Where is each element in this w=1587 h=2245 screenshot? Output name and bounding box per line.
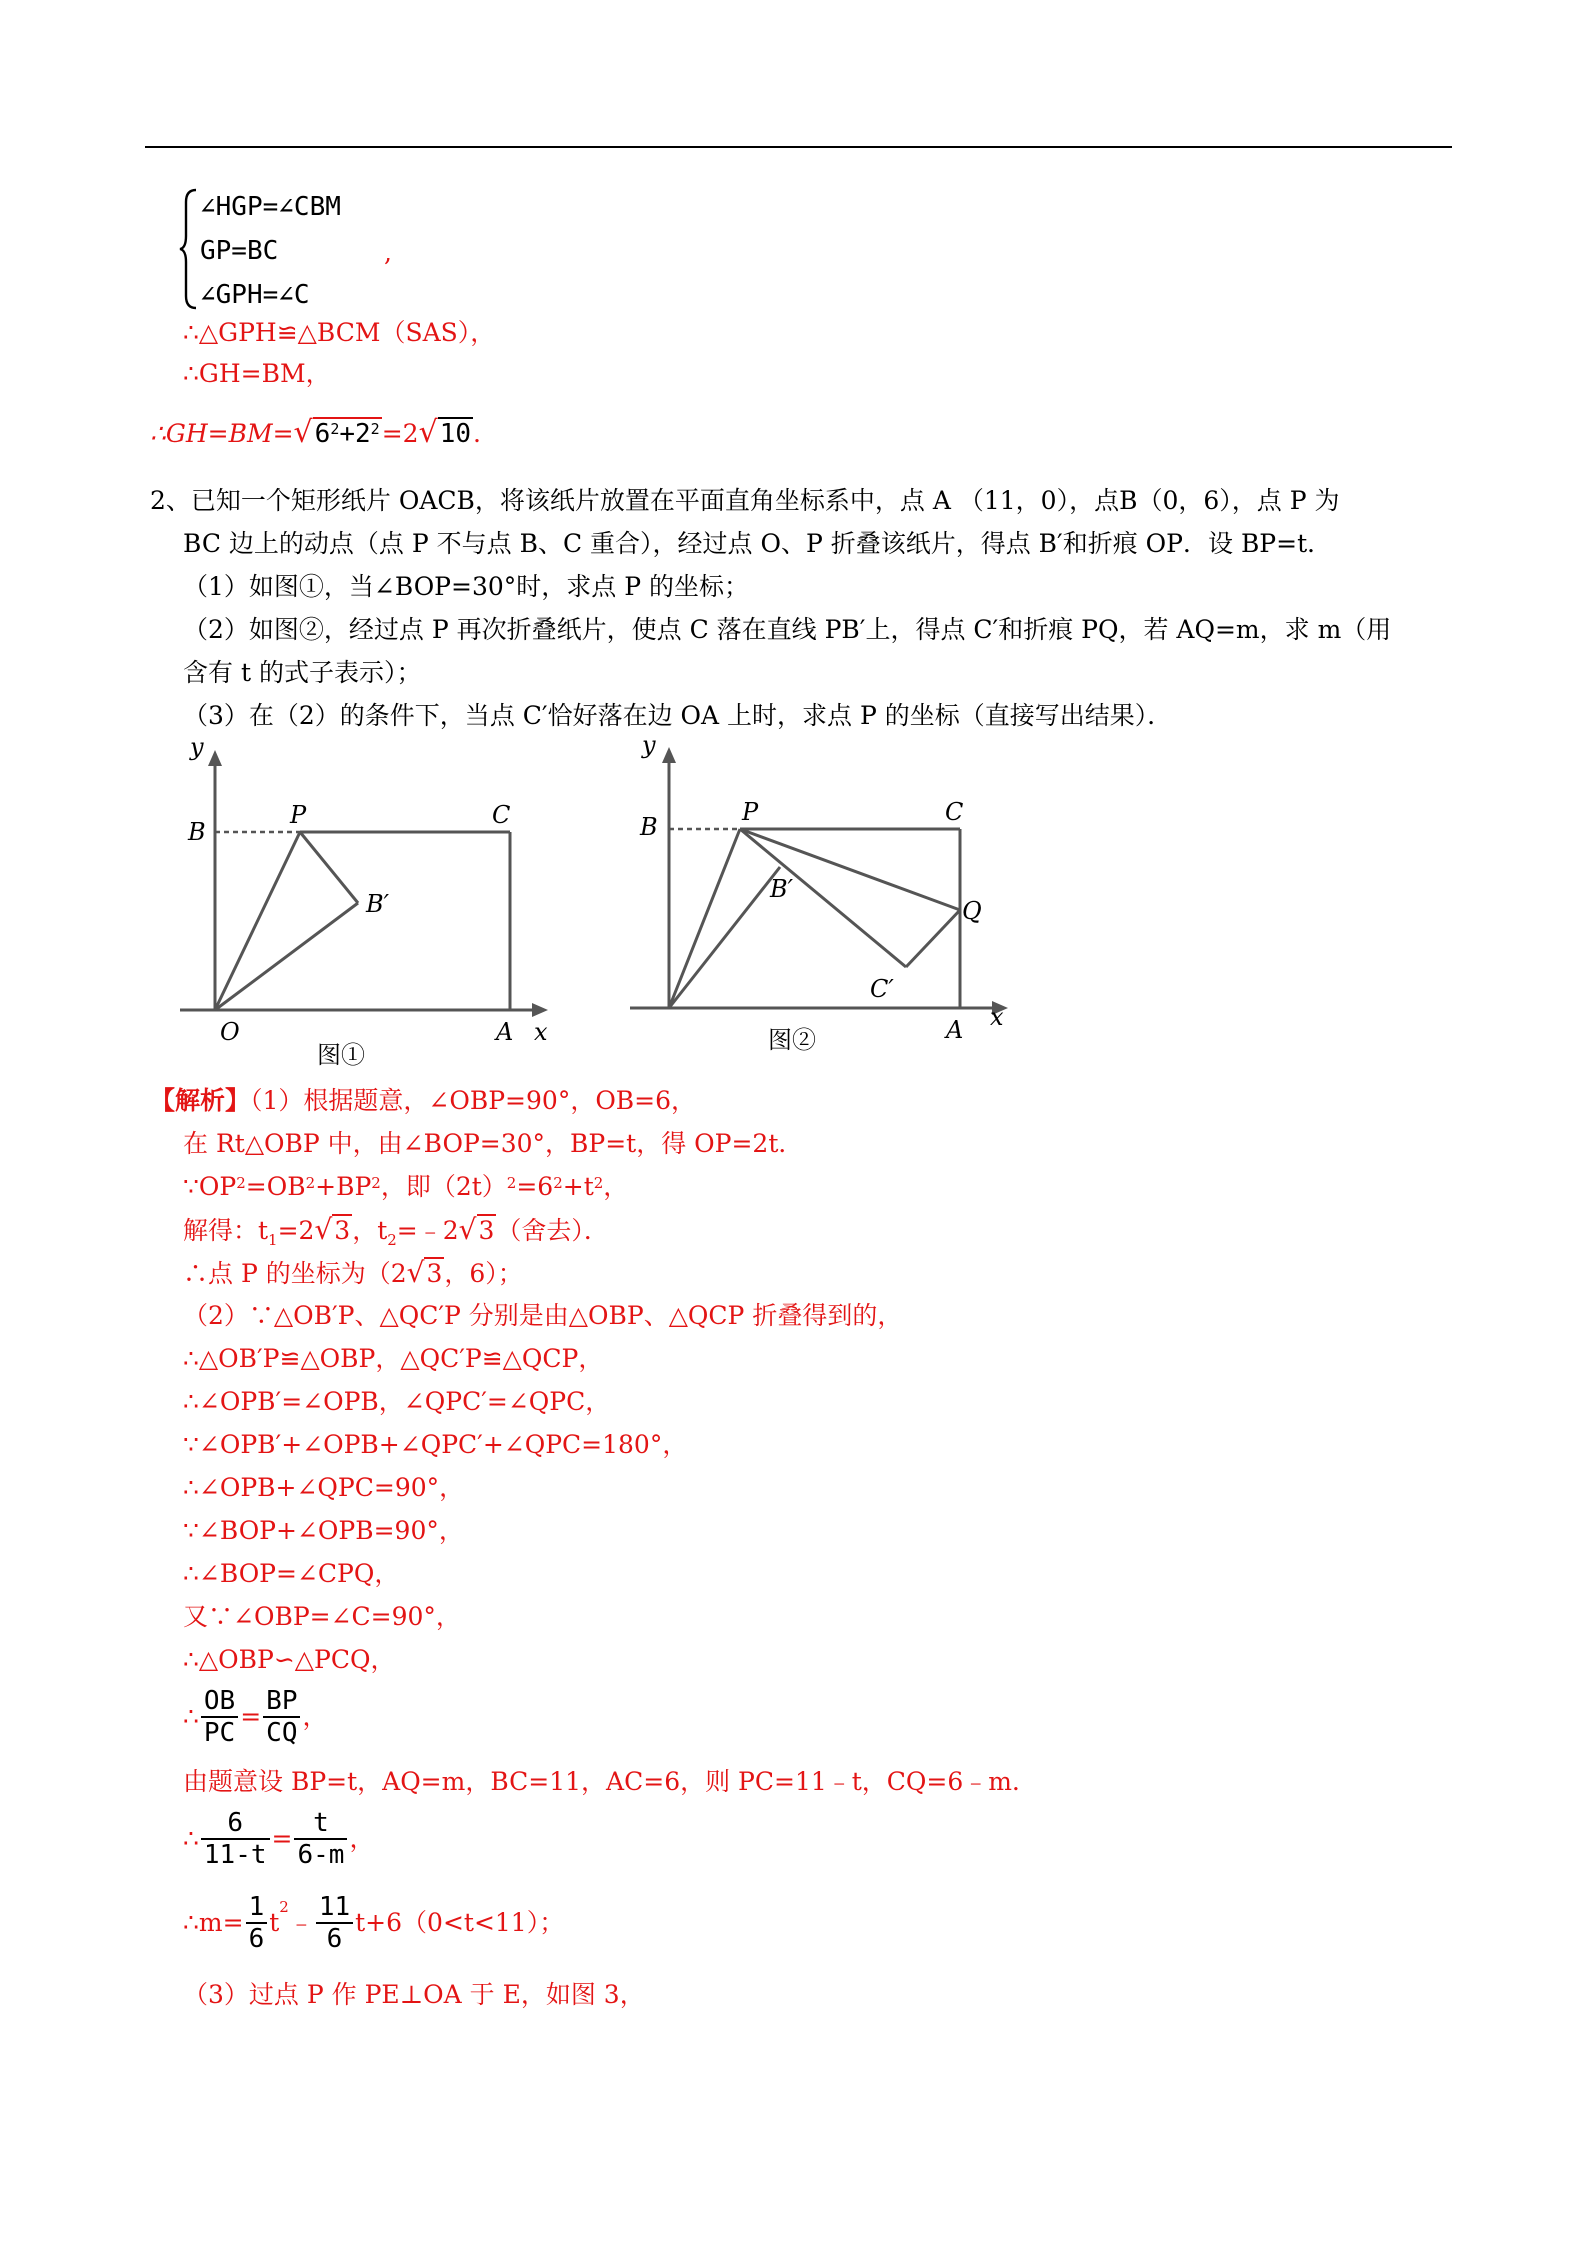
prev-step-1: ∴△GPH≌△BCM（SAS）， [183, 318, 496, 347]
fig2-label-Bprime: B′ [770, 875, 794, 903]
fig2-caption: 图② [768, 1026, 816, 1054]
solution-line-11: ∵∠BOP+∠OPB=90°， [183, 1516, 464, 1545]
solution-line-8: ∴∠OPB′=∠OPB，∠QPC′=∠QPC， [183, 1387, 611, 1416]
fig2-label-B: B [640, 813, 658, 841]
solution-line-12: ∴∠BOP=∠CPQ， [183, 1559, 400, 1588]
system-line-3: ∠GPH=∠C [200, 280, 310, 310]
fig1-caption: 图① [317, 1041, 365, 1069]
fraction-ob-pc: $\frac{OB}{PC}$ [201, 1686, 238, 1748]
figure-2 [620, 735, 1020, 1065]
solution-ratio-1: ∴ $\frac{OB}{PC}$ = $\frac{BP}{CQ}$ ， [183, 1686, 328, 1748]
fraction-bp-cq: $\frac{BP}{CQ}$ [263, 1686, 300, 1748]
question-part-2a: （2）如图②，经过点 P 再次折叠纸片，使点 C 落在直线 PB′上，得点 C′和折痕 PQ，若 AQ=m，求 m（用 [183, 615, 1392, 644]
fig2-label-x: x [990, 1003, 1004, 1031]
fraction-t-over-6-m: $\frac{t}{6-m}$ [294, 1808, 347, 1870]
solution-line-2: 在 Rt△OBP 中，由∠BOP=30°，BP=t，得 OP=2t． [183, 1129, 804, 1158]
fig2-label-Q: Q [962, 897, 982, 925]
question-part-3: （3）在（2）的条件下，当点 C′恰好落在边 OA 上时，求点 P 的坐标（直接写出结果）． [183, 701, 1173, 730]
solution-line-3: $\because OP^2=OB^2+BP^2$，即$(2t)^2=6^2+t^2$， [183, 1172, 629, 1201]
prev-step-3: $\therefore GH=BM=√6^2+2^2=2√10$. [150, 415, 481, 450]
solution-line-7: ∴△OB′P≌△OBP，△QC′P≌△QCP， [183, 1344, 604, 1373]
solution-line-9: ∵∠OPB′+∠OPB+∠QPC′+∠QPC=180°， [183, 1430, 688, 1459]
system-line-2: GP=BC [200, 236, 279, 266]
fig2-label-y: y [642, 735, 656, 759]
solution-line-4: 解得：$t_1=2√3$，$t_2=﹣2√3$（舍去）． [183, 1213, 609, 1249]
fraction-11-over-6: $\frac{11}{6}$ [316, 1892, 353, 1954]
solution-tag: 【解析】 [150, 1086, 251, 1115]
fig1-label-Bprime: B′ [366, 890, 390, 918]
solution-line-13: 又∵∠OBP=∠C=90°， [183, 1602, 461, 1631]
fig2-label-P: P [742, 798, 759, 826]
solution-ratio-2: ∴ $\frac{6}{11-t}$ = $\frac{t}{6-m}$ ， [183, 1808, 375, 1870]
fig2-label-Cprime: C′ [870, 975, 894, 1003]
solution-line-14: ∴△OBP∽△PCQ， [183, 1645, 396, 1674]
solution-m-expression: ∴m= $\frac{1}{6}$ $t^2﹣$ $\frac{11}{6}$ t+6（0<t<11）； [183, 1892, 565, 1954]
fraction-1-over-6: $\frac{1}{6}$ [246, 1892, 268, 1954]
fig1-label-x: x [534, 1018, 548, 1046]
fig1-label-B: B [188, 818, 206, 846]
prev-step-2: ∴GH=BM， [183, 359, 331, 388]
figure-1 [170, 740, 560, 1070]
system-line-1: ∠HGP=∠CBM [200, 192, 341, 222]
fig2-label-A: A [946, 1016, 964, 1044]
fig1-label-C: C [492, 801, 511, 829]
solution-line-1: 【解析】（1）根据题意，∠OBP=90°，OB=6， [150, 1086, 697, 1115]
header-rule [145, 146, 1452, 148]
left-brace-icon [178, 188, 200, 310]
fig1-label-P: P [290, 801, 307, 829]
solution-line-16: 由题意设 BP=t，AQ=m，BC=11，AC=6，则 PC=11﹣t，CQ=6﹣m． [183, 1767, 1037, 1796]
fig1-label-O: O [220, 1018, 240, 1046]
question-part-2b: 含有 t 的式子表示）； [183, 658, 422, 687]
fraction-6-over-11-t: $\frac{6}{11-t}$ [201, 1808, 270, 1870]
fig2-label-C: C [945, 798, 964, 826]
question-line-1: 2、已知一个矩形纸片 OACB，将该纸片放置在平面直角坐标系中，点 A （11，0），点B（0，6），点 P 为 [150, 486, 1340, 515]
solution-line-19: （3）过点 P 作 PE⊥OA 于 E，如图 3， [183, 1980, 645, 2009]
solution-line-6: （2）∵△OB′P、△QC′P 分别是由△OBP、△QCP 折叠得到的， [183, 1301, 903, 1330]
question-line-2: BC 边上的动点（点 P 不与点 B、C 重合），经过点 O、P 折叠该纸片，得点 B′和折痕 OP．设 BP=t． [183, 529, 1333, 558]
fig1-label-y: y [190, 740, 204, 761]
fig1-label-A: A [496, 1018, 514, 1046]
question-part-1: （1）如图①，当∠BOP=30°时，求点 P 的坐标； [183, 572, 749, 601]
solution-line-5: ∴点 P 的坐标为（2√3，6）； [183, 1256, 523, 1289]
system-comma: , [384, 238, 392, 267]
solution-line-10: ∴∠OPB+∠QPC=90°， [183, 1473, 465, 1502]
